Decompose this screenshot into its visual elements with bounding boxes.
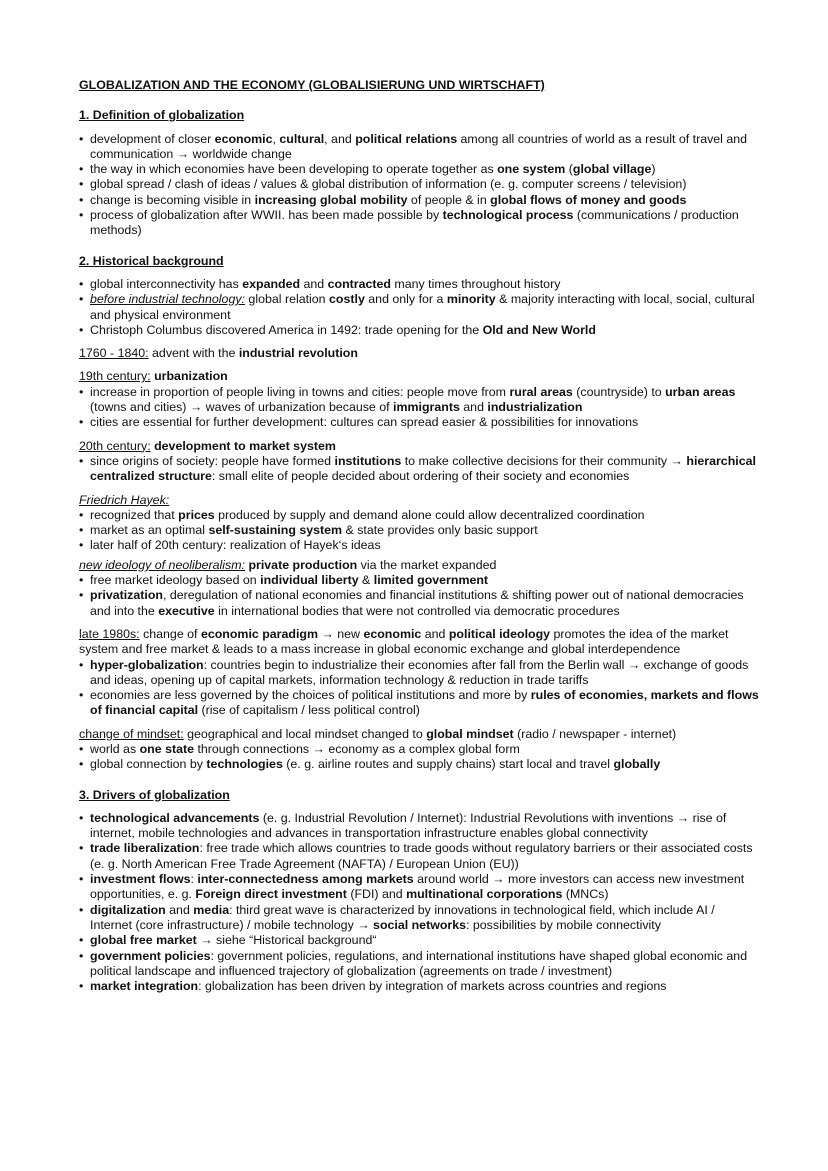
emphasis-text: contracted bbox=[327, 276, 391, 291]
text-run: & state provides only basic support bbox=[342, 523, 538, 538]
text-run: → siehe “Historical background“ bbox=[196, 933, 377, 948]
text-run: change is becoming visible in bbox=[90, 192, 255, 207]
emphasis-text: new ideology of neoliberalism: bbox=[79, 557, 245, 572]
content-block bbox=[79, 727, 759, 773]
text-run: to make collective decisions for their community → bbox=[401, 453, 687, 468]
text-run: : bbox=[190, 872, 198, 887]
list-item bbox=[79, 903, 759, 934]
text-run: and bbox=[300, 276, 328, 291]
emphasis-text: executive bbox=[158, 603, 215, 618]
text-run: ( bbox=[565, 162, 573, 177]
bullet-list bbox=[79, 277, 759, 338]
emphasis-text: limited government bbox=[373, 573, 489, 588]
list-item bbox=[79, 872, 759, 903]
list-item bbox=[79, 949, 759, 980]
list-item bbox=[79, 588, 759, 619]
text-run: : globalization has been driven by integration of markets across countries and regions bbox=[198, 979, 667, 994]
text-run: and bbox=[459, 400, 488, 415]
section-heading: 3. Drivers of globalization bbox=[79, 787, 230, 802]
emphasis-text: economic bbox=[363, 626, 422, 641]
emphasis-text: hyper-globalization bbox=[90, 657, 204, 672]
list-item bbox=[79, 132, 759, 163]
section bbox=[79, 254, 759, 773]
text-run: via the market expanded bbox=[357, 557, 497, 572]
emphasis-text: global village bbox=[572, 162, 652, 177]
emphasis-text: development to market system bbox=[154, 438, 336, 453]
list-item bbox=[79, 454, 759, 485]
text-run: and only for a bbox=[364, 292, 447, 307]
emphasis-text: 1760 - 1840: bbox=[79, 346, 149, 361]
bullet-list bbox=[79, 454, 759, 485]
text-run: and bbox=[165, 902, 194, 917]
list-item bbox=[79, 162, 759, 177]
emphasis-text: increasing global mobility bbox=[254, 192, 408, 207]
text-run: → new bbox=[318, 626, 364, 641]
list-item bbox=[79, 523, 759, 538]
emphasis-text: technological process bbox=[442, 208, 574, 223]
section bbox=[79, 108, 759, 238]
text-run: & bbox=[358, 573, 374, 588]
bullet-list bbox=[79, 508, 759, 554]
emphasis-text: change of mindset: bbox=[79, 726, 184, 741]
content-block bbox=[79, 346, 759, 361]
section-heading: 2. Historical background bbox=[79, 253, 224, 268]
text-run: (communications / production methods) bbox=[90, 208, 739, 238]
section-heading: 1. Definition of globalization bbox=[79, 108, 245, 123]
text-run: (MNCs) bbox=[562, 887, 609, 902]
text-run: : government policies, regulations, and international institutions have shaped global economic and political landscape and influenced trajectory of globalization (agreements on trade / investment) bbox=[90, 948, 748, 978]
text-run: Christoph Columbus discovered America in 1492: trade opening for the bbox=[90, 322, 483, 337]
list-item bbox=[79, 573, 759, 588]
emphasis-text: globally bbox=[613, 757, 661, 772]
text-run: (towns and cities) → waves of urbanization because of bbox=[90, 400, 394, 415]
emphasis-text: hierarchical centralized structure bbox=[90, 453, 756, 484]
emphasis-text: institutions bbox=[334, 453, 402, 468]
emphasis-text: immigrants bbox=[393, 400, 460, 415]
text-run: development of closer bbox=[90, 131, 215, 146]
bullet-list bbox=[79, 658, 759, 719]
content-block bbox=[79, 558, 759, 619]
text-run: increase in proportion of people living in towns and cities: people move from bbox=[90, 384, 510, 399]
text-run: in international bodies that were not controlled via democratic procedures bbox=[214, 603, 620, 618]
text-run: produced by supply and demand alone could allow decentralized coordination bbox=[214, 507, 645, 522]
list-item bbox=[79, 757, 759, 772]
text-run: the way in which economies have been developing to operate together as bbox=[90, 162, 498, 177]
list-item bbox=[79, 688, 759, 719]
text-run: world as bbox=[90, 741, 140, 756]
content-block bbox=[79, 439, 759, 485]
emphasis-text: Old and New World bbox=[482, 322, 596, 337]
text-run: (e. g. airline routes and supply chains) start local and travel bbox=[282, 757, 614, 772]
text-run: : possibilities by mobile connectivity bbox=[466, 917, 661, 932]
emphasis-text: market integration bbox=[90, 979, 199, 994]
text-run: free market ideology based on bbox=[90, 573, 261, 588]
block-lead bbox=[79, 369, 759, 384]
text-run: promotes the idea of the market system and free market & leads to a mass increase in global economic exchange and global interdependence bbox=[79, 626, 729, 657]
emphasis-text: political relations bbox=[355, 131, 458, 146]
emphasis-text: one system bbox=[497, 162, 566, 177]
emphasis-text: urban areas bbox=[665, 384, 736, 399]
emphasis-text: costly bbox=[329, 292, 365, 307]
text-run: and bbox=[421, 626, 449, 641]
emphasis-text: late 1980s: bbox=[79, 626, 140, 641]
text-run: through connections → economy as a complex global form bbox=[194, 741, 520, 756]
content-block bbox=[79, 493, 759, 554]
text-run: change of bbox=[139, 626, 201, 641]
emphasis-text: technological advancements bbox=[90, 810, 260, 825]
emphasis-text: global mindset bbox=[426, 726, 514, 741]
emphasis-text: political ideology bbox=[448, 626, 551, 641]
bullet-list bbox=[79, 573, 759, 619]
text-run: market as an optimal bbox=[90, 523, 209, 538]
text-run: , and bbox=[324, 131, 356, 146]
emphasis-text: government policies bbox=[90, 948, 211, 963]
text-run: economies are less governed by the choices of political institutions and more by bbox=[90, 688, 531, 703]
text-run: process of globalization after WWII. has been made possible by bbox=[90, 208, 443, 223]
list-item bbox=[79, 811, 759, 842]
text-run: : third great wave is characterized by innovations in technological field, which include AI / Internet (core infrastructure) / mobile technology → bbox=[90, 902, 715, 932]
block-lead bbox=[79, 558, 759, 573]
content-block bbox=[79, 811, 759, 995]
emphasis-text: individual liberty bbox=[260, 573, 359, 588]
emphasis-text: rural areas bbox=[509, 384, 573, 399]
list-item bbox=[79, 385, 759, 416]
emphasis-text: media bbox=[193, 902, 230, 917]
text-run: advent with the bbox=[148, 346, 239, 361]
block-lead bbox=[79, 627, 759, 658]
list-item bbox=[79, 415, 759, 430]
emphasis-text: urbanization bbox=[154, 369, 228, 384]
list-item bbox=[79, 933, 759, 948]
text-run: : countries begin to industrialize their economies after fall from the Berlin wall → exchange of goods and ideas, opening up of capital markets, information technology & reduction in trade tariffs bbox=[90, 657, 749, 687]
emphasis-text: technologies bbox=[206, 757, 283, 772]
content-block bbox=[79, 132, 759, 239]
emphasis-text: economic bbox=[214, 131, 273, 146]
section bbox=[79, 788, 759, 995]
block-lead bbox=[79, 346, 759, 361]
text-run: many times throughout history bbox=[390, 276, 561, 291]
list-item bbox=[79, 208, 759, 239]
text-run: cities are essential for further development: cultures can spread easier & possibilities for innovations bbox=[90, 415, 639, 430]
bullet-list bbox=[79, 132, 759, 239]
list-item bbox=[79, 292, 759, 323]
emphasis-text: expanded bbox=[242, 276, 301, 291]
emphasis-text: 20th century: bbox=[79, 438, 151, 453]
emphasis-text: economic paradigm bbox=[200, 626, 318, 641]
emphasis-text: global free market bbox=[90, 933, 197, 948]
list-item bbox=[79, 277, 759, 292]
text-run: since origins of society: people have formed bbox=[90, 453, 335, 468]
content-block bbox=[79, 277, 759, 338]
sections-container bbox=[79, 108, 759, 994]
emphasis-text: rules of economies, markets and flows of financial capital bbox=[90, 688, 759, 718]
text-run: , bbox=[272, 131, 280, 146]
bullet-list bbox=[79, 742, 759, 773]
text-run: global relation bbox=[244, 292, 330, 307]
content-block bbox=[79, 369, 759, 430]
list-item bbox=[79, 658, 759, 689]
text-run: global spread / clash of ideas / values & global distribution of information (e. g. computer screens / television) bbox=[90, 177, 687, 192]
list-item bbox=[79, 193, 759, 208]
emphasis-text: before industrial technology: bbox=[90, 292, 245, 307]
bullet-list bbox=[79, 811, 759, 995]
emphasis-text: industrialization bbox=[487, 400, 583, 415]
emphasis-text: prices bbox=[178, 507, 215, 522]
emphasis-text: 19th century: bbox=[79, 369, 151, 384]
text-run: geographical and local mindset changed to bbox=[183, 726, 427, 741]
emphasis-text: industrial revolution bbox=[238, 346, 358, 361]
text-run: ) bbox=[651, 162, 656, 177]
text-run: (e. g. Industrial Revolution / Internet): Industrial Revolutions with inventions → rise of internet, mobile technologies and advances in transportation infrastructure enables global connectivity bbox=[90, 810, 727, 841]
text-run: later half of 20th century: realization of Hayek‘s ideas bbox=[90, 538, 381, 553]
emphasis-text: cultural bbox=[279, 131, 325, 146]
text-run: , deregulation of national economies and financial institutions & shifting power out of national democracies and into the bbox=[90, 588, 744, 618]
emphasis-text: inter-connectedness among markets bbox=[197, 872, 414, 887]
text-run: global interconnectivity has bbox=[90, 276, 243, 291]
text-run: : free trade which allows countries to trade goods without regulatory barriers or their associated costs (e. g. North American Free Trade Agreement (NAFTA) / European Union (EU)) bbox=[90, 841, 753, 871]
text-run: of people & in bbox=[407, 192, 491, 207]
text-run: (FDI) and bbox=[346, 887, 407, 902]
emphasis-text: digitalization bbox=[90, 902, 166, 917]
emphasis-text: trade liberalization bbox=[90, 841, 200, 856]
text-run: & majority interacting with local, social, cultural and physical environment bbox=[90, 292, 755, 322]
text-run: (countryside) to bbox=[572, 384, 666, 399]
list-item bbox=[79, 177, 759, 192]
emphasis-text: investment flows bbox=[90, 872, 191, 887]
emphasis-text: multinational corporations bbox=[406, 887, 563, 902]
list-item bbox=[79, 508, 759, 523]
emphasis-text: one state bbox=[139, 741, 194, 756]
list-item bbox=[79, 323, 759, 338]
text-run: (rise of capitalism / less political control) bbox=[198, 703, 420, 718]
emphasis-text: global flows of money and goods bbox=[490, 192, 687, 207]
text-run: (radio / newspaper - internet) bbox=[513, 726, 677, 741]
text-run: global connection by bbox=[90, 757, 207, 772]
block-lead bbox=[79, 439, 759, 454]
text-run: around world → more investors can access new investment opportunities, e. g. bbox=[90, 872, 745, 902]
block-lead bbox=[79, 493, 759, 508]
emphasis-text: self-sustaining system bbox=[208, 523, 343, 538]
list-item bbox=[79, 742, 759, 757]
document-title: GLOBALIZATION AND THE ECONOMY (GLOBALISIERUNG UND WIRTSCHAFT) bbox=[79, 78, 545, 92]
list-item bbox=[79, 538, 759, 553]
bullet-list bbox=[79, 385, 759, 431]
emphasis-text: Friedrich Hayek: bbox=[79, 492, 170, 507]
content-block bbox=[79, 627, 759, 719]
emphasis-text: minority bbox=[446, 292, 496, 307]
text-run: : small elite of people decided about ordering of their society and economies bbox=[211, 469, 630, 484]
text-run: among all countries of world as a result of travel and communication → worldwide change bbox=[90, 131, 748, 161]
list-item bbox=[79, 841, 759, 872]
list-item bbox=[79, 979, 759, 994]
document-page bbox=[79, 78, 759, 1009]
emphasis-text: private production bbox=[248, 557, 358, 572]
emphasis-text: social networks bbox=[373, 917, 467, 932]
emphasis-text: Foreign direct investment bbox=[195, 887, 347, 902]
block-lead bbox=[79, 727, 759, 742]
text-run: recognized that bbox=[90, 507, 179, 522]
emphasis-text: privatization bbox=[90, 588, 163, 603]
